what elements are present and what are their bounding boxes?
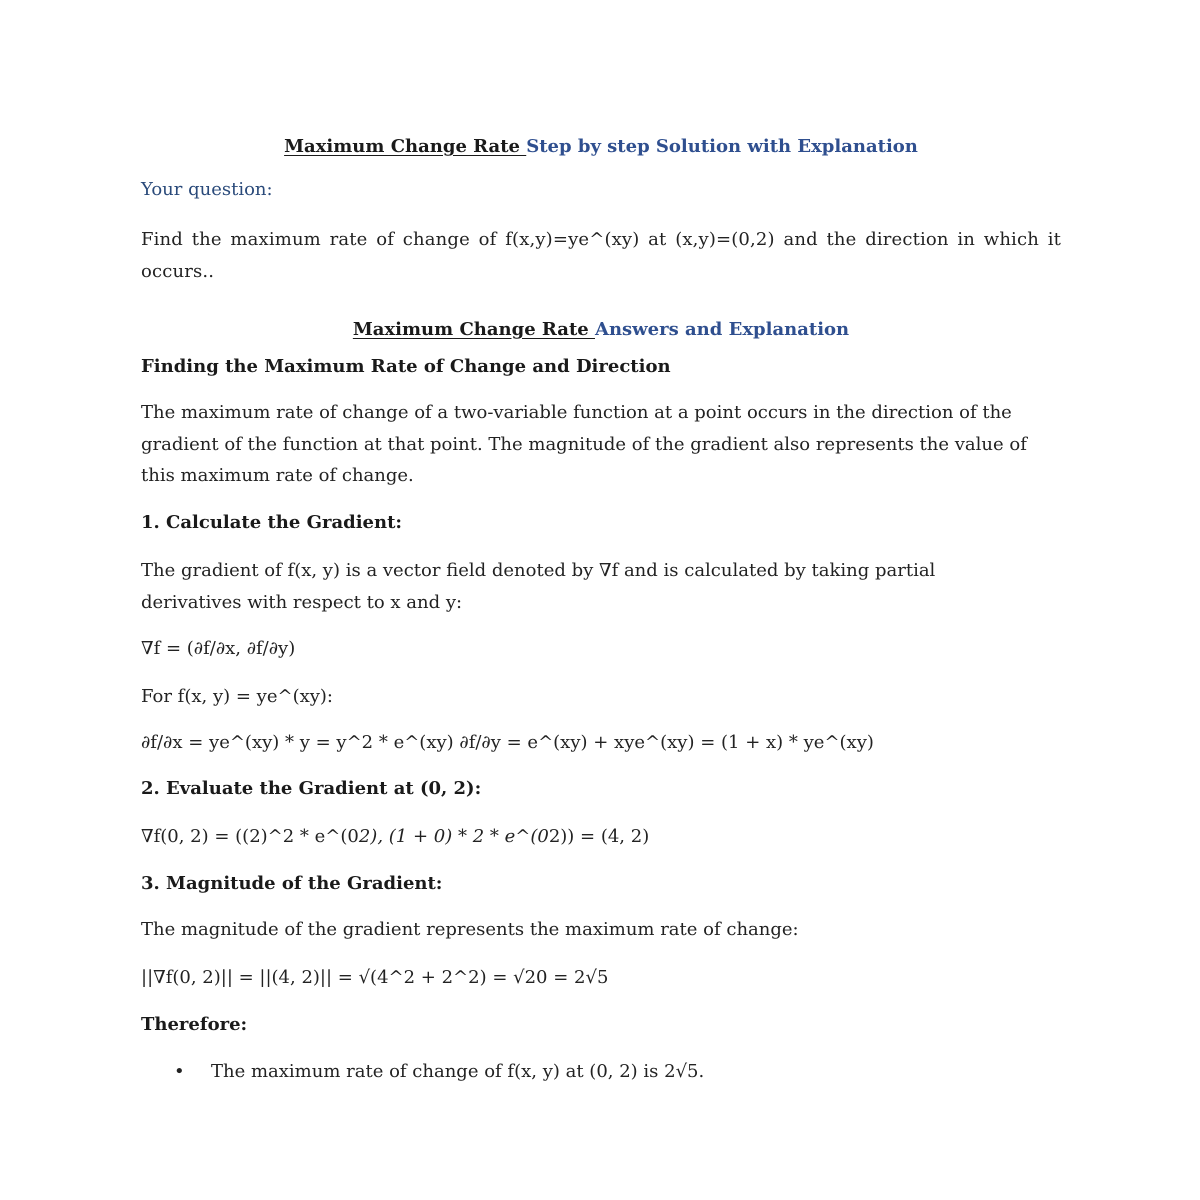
therefore-heading: Therefore:	[141, 1014, 248, 1035]
intro-paragraph: The maximum rate of change of a two-variable function at a point occurs in the direction of the gradient of the function at that point. The magnitude of the gradient also represents the value of this maximum rate of change.	[141, 402, 1027, 486]
conclusion-list-item	[141, 1056, 1061, 1088]
section-title-solution	[141, 136, 1061, 157]
section-title-answers-main: Maximum Change Rate	[352, 319, 595, 340]
question-label: Your question:	[141, 179, 273, 200]
gradient-formula: ∇f = (∂f/∂x, ∂f/∂y)	[141, 638, 296, 659]
bullet-icon: •	[174, 1061, 185, 1082]
answer-heading: Finding the Maximum Rate of Change and Direction	[141, 356, 671, 377]
magnitude-formula: ||∇f(0, 2)|| = ||(4, 2)|| = √(4^2 + 2^2) = √20 = 2√5	[141, 967, 609, 988]
section-title-answers	[141, 319, 1061, 340]
question-text: Find the maximum rate of change of f(x,y)=ye^(xy) at (x,y)=(0,2) and the direction in which it occurs..	[141, 229, 1061, 282]
partial-derivatives: ∂f/∂x = ye^(xy) * y = y^2 * e^(xy) ∂f/∂y = e^(xy) + xye^(xy) = (1 + x) * ye^(xy)	[141, 732, 874, 753]
step3-text: The magnitude of the gradient represents the maximum rate of change:	[141, 919, 799, 940]
section-title-solution-main: Maximum Change Rate	[284, 136, 527, 157]
step1-heading: 1. Calculate the Gradient:	[141, 512, 403, 533]
section-title-solution-sub: Step by step Solution with Explanation	[526, 136, 918, 157]
function-definition: For f(x, y) = ye^(xy):	[141, 686, 333, 707]
gradient-evaluation	[141, 821, 649, 853]
conclusion-text: The maximum rate of change of f(x, y) at (0, 2) is 2√5.	[211, 1061, 705, 1082]
step3-heading: 3. Magnitude of the Gradient:	[141, 873, 443, 894]
gradient-evaluation-part-b: 2), (1 + 0) * 2 * e^(0	[358, 826, 549, 847]
step1-text: The gradient of f(x, y) is a vector field denoted by ∇f and is calculated by taking partial derivatives with respect to x and y:	[141, 560, 936, 613]
gradient-evaluation-part-c: 2)) = (4, 2)	[548, 826, 650, 847]
step2-heading: 2. Evaluate the Gradient at (0, 2):	[141, 778, 482, 799]
gradient-evaluation-part-a: ∇f(0, 2) = ((2)^2 * e^(0	[141, 826, 359, 847]
document-page	[141, 0, 1061, 1200]
section-title-answers-sub: Answers and Explanation	[594, 319, 850, 340]
